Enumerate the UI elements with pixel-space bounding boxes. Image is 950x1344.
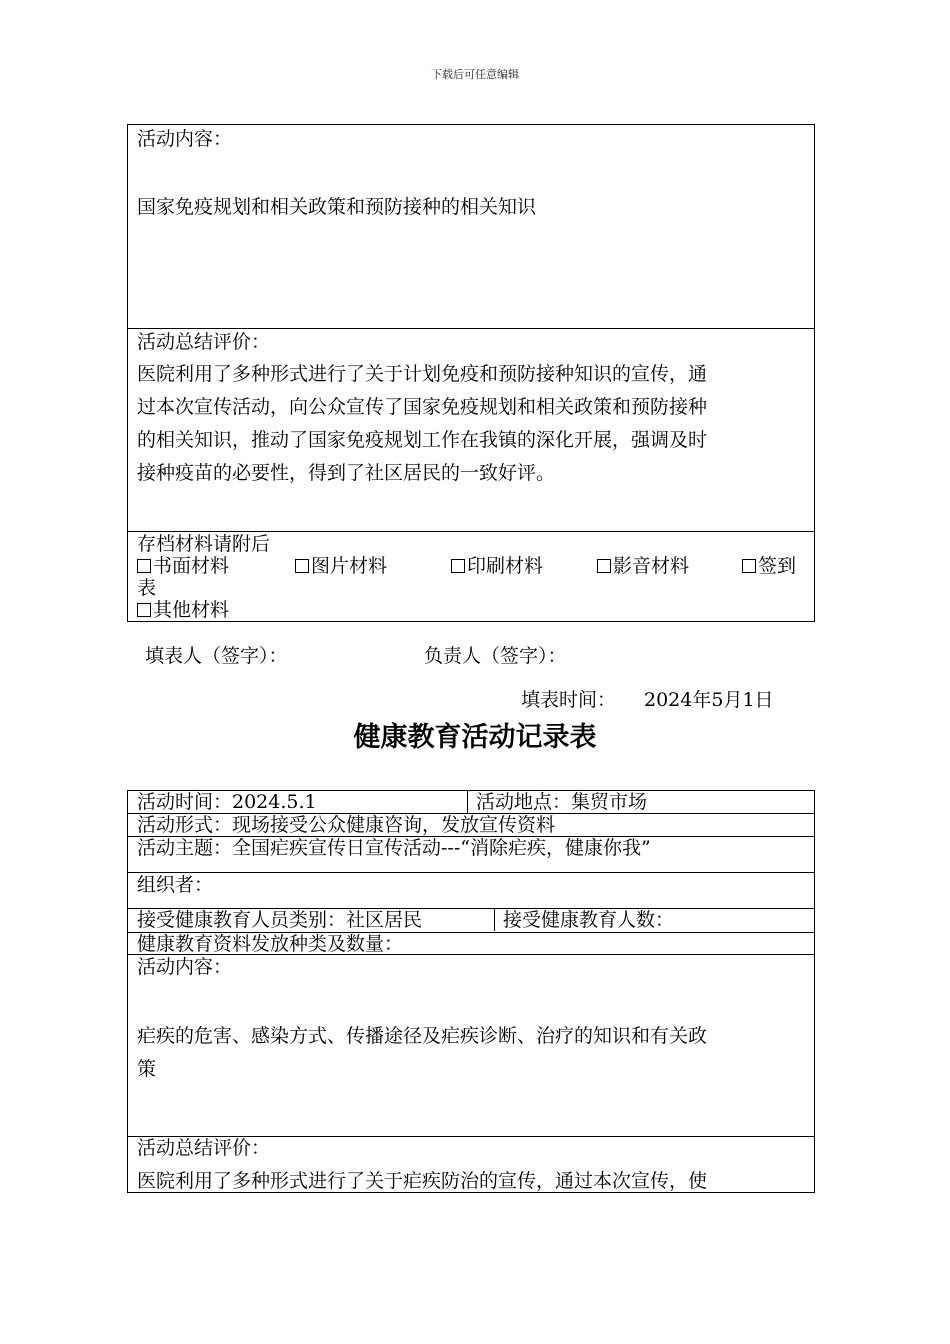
record1-content-label: 活动内容： [137,128,233,150]
header-note: 下载后可任意编辑 [431,68,519,81]
archive-option-signin[interactable]: 签到 [742,555,796,577]
record2-time: 活动时间：2024.5.1 [137,791,317,813]
record2-summary-label: 活动总结评价： [137,1137,271,1159]
document-title: 健康教育活动记录表 [353,722,597,753]
record2-summary-line: 医院利用了多种形式进行了关于疟疾防治的宣传，通过本次宣传，使 [137,1170,708,1192]
summary-line: 过本次宣传活动，向公众宣传了国家免疫规划和相关政策和预防接种 [137,396,708,418]
archive-option-written[interactable]: 书面材料 [137,555,229,577]
record1-summary-label: 活动总结评价： [137,331,271,353]
record1-archive-cell [128,532,814,622]
record2-organizer: 组织者： [137,874,214,896]
record2-table [127,790,815,1193]
divider [128,872,814,873]
filler-signature-label: 填表人（签字）： [145,645,288,667]
content-line: 疟疾的危害、感染方式、传播途径及疟疾诊断、治疗的知识和有关政 [137,1025,708,1047]
archive-option-photo[interactable]: 图片材料 [295,555,387,577]
record1-content-text: 国家免疫规划和相关政策和预防接种的相关知识 [137,196,537,218]
record2-content-cell [128,956,814,1136]
responsible-signature-label: 负责人（签字）： [424,645,567,667]
record2-summary-cell [128,1137,814,1192]
checkbox-icon [597,559,611,573]
record1-table [127,124,815,622]
record2-form: 活动形式：现场接受公众健康咨询，发放宣传资料 [137,814,556,836]
record2-content-label: 活动内容： [137,956,233,978]
record2-content-text [137,1020,805,1086]
summary-line: 的相关知识，推动了国家免疫规划工作在我镇的深化开展，强调及时 [137,429,708,451]
fill-time-value: 2024年5月1日 [644,689,774,711]
summary-line: 接种疫苗的必要性，得到了社区居民的一致好评。 [137,462,556,484]
record1-content-cell [128,125,814,329]
archive-option-video[interactable]: 影音材料 [597,555,689,577]
record2-audience-count: 接受健康教育人数： [503,909,675,931]
archive-option-print[interactable]: 印刷材料 [451,555,543,577]
summary-line: 医院利用了多种形式进行了关于计划免疫和预防接种知识的宣传，通 [137,363,708,385]
archive-option-signin-wrap: 表 [137,577,157,599]
record1-summary-text [137,358,805,490]
record1-summary-cell [128,329,814,532]
archive-option-other[interactable]: 其他材料 [137,599,229,621]
record2-materials: 健康教育资料发放种类及数量： [137,933,404,955]
content-line: 策 [137,1058,157,1080]
checkbox-icon [137,559,151,573]
archive-label: 存档材料请附后 [137,533,271,555]
checkbox-icon [451,559,465,573]
record2-theme: 活动主题：全国疟疾宣传日宣传活动---“消除疟疾，健康你我” [137,837,651,859]
fill-time-label: 填表时间： [521,689,617,711]
record2-audience-type: 接受健康教育人员类别：社区居民 [137,909,423,931]
divider [128,954,814,955]
record2-place: 活动地点：集贸市场 [476,791,648,813]
checkbox-icon [295,559,309,573]
checkbox-icon [137,603,151,617]
checkbox-icon [742,559,756,573]
